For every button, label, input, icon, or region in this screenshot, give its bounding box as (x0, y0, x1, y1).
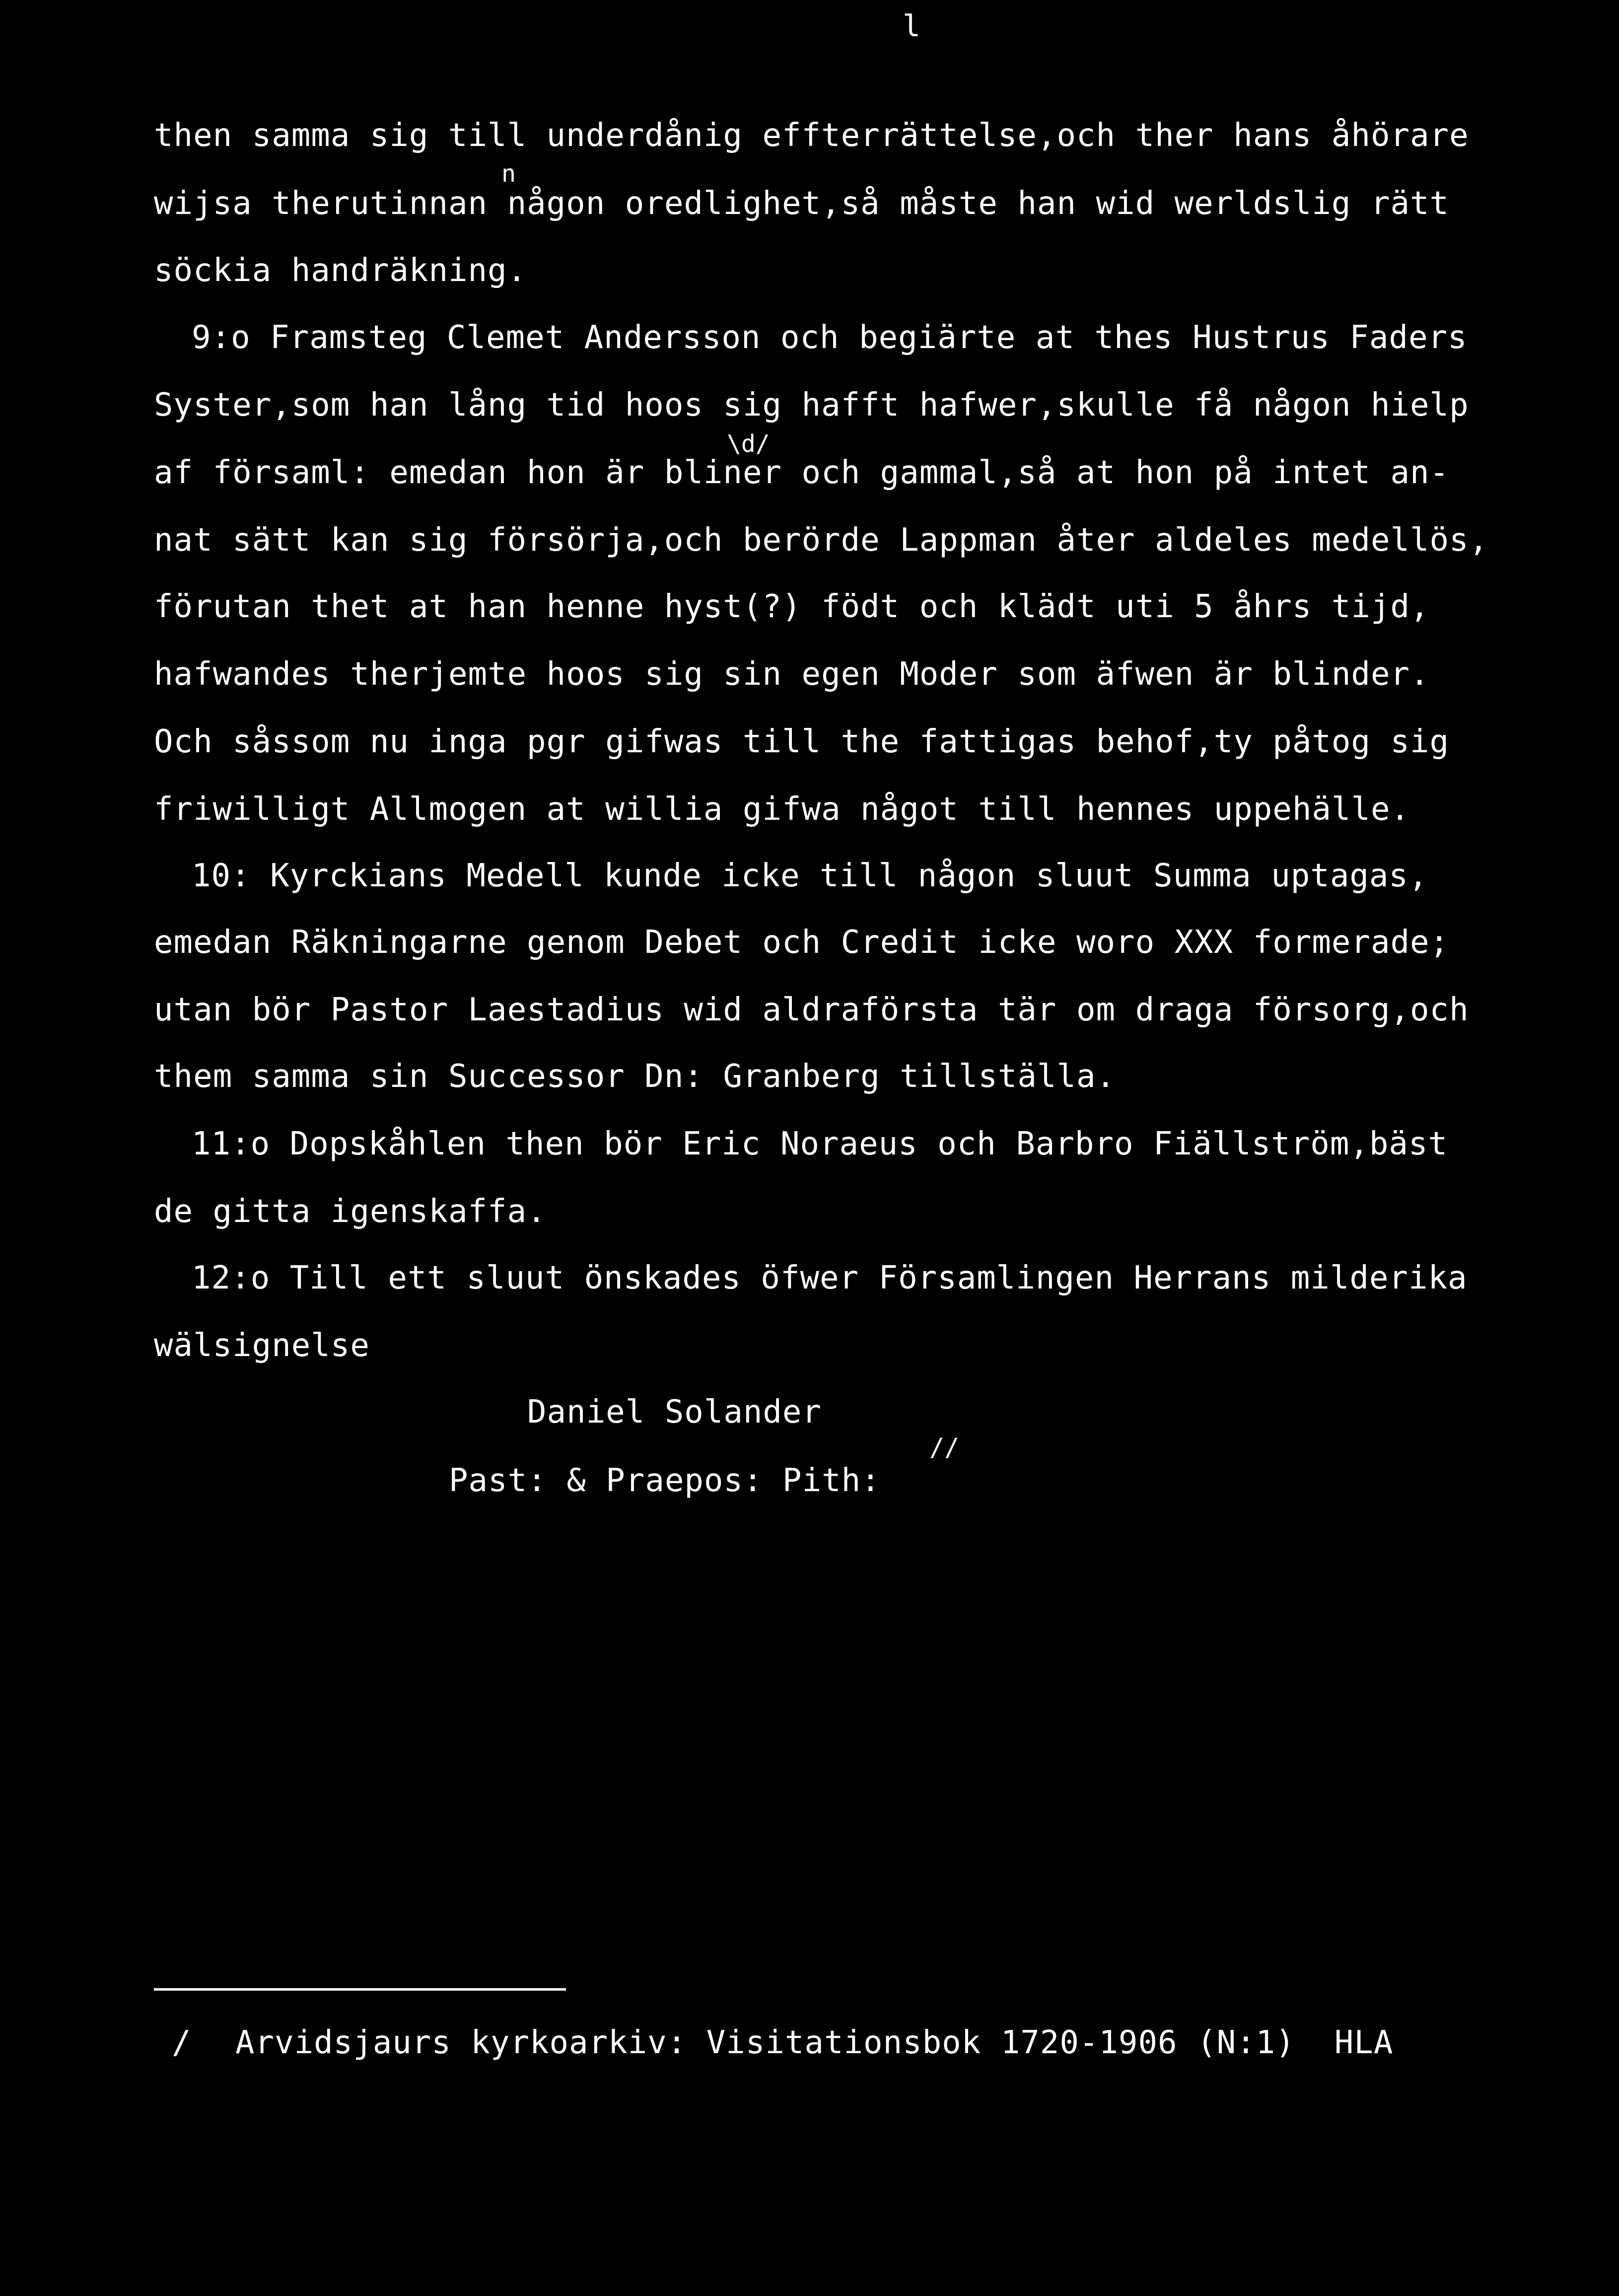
text-line-1: then samma sig till underdånig effterrättelse,och ther hans åhörare (154, 117, 1469, 154)
text-line-11: friwilligt Allmogen at willia gifwa något till hennes uppehälle. (154, 791, 1410, 828)
page-number-mark: l (903, 9, 921, 44)
footnote-divider (154, 1988, 566, 1991)
text-line-17: de gitta igenskaffa. (154, 1193, 547, 1230)
text-line-4: 9:o Framsteg Clemet Andersson och begiärte at thes Hustrus Faders (192, 319, 1468, 356)
text-line-10: Och såssom nu inga pgr gifwas till the fattigas behof,ty påtog sig (154, 723, 1450, 760)
text-line-6: af församl: emedan hon är bliner och gammal,så at hon på intet an- (154, 454, 1450, 491)
signature-title: Past: & Praepos: Pith: (449, 1462, 881, 1499)
text-line-18: 12:o Till ett sluut önskades öfwer Församlingen Herrans milderika (192, 1260, 1468, 1296)
text-line-2: wijsa therutinnan någon oredlighet,så måste han wid werldslig rätt (154, 185, 1450, 222)
text-line-15: them samma sin Successor Dn: Granberg tillställa. (154, 1058, 1116, 1095)
signature-mark: // (929, 1433, 960, 1462)
correction-above-line-6: \d/ (727, 430, 770, 458)
text-line-8: förutan thet at han henne hyst(?) födt och klädt uti 5 åhrs tijd, (154, 588, 1430, 625)
text-line-12: 10: Kyrckians Medell kunde icke till någon sluut Summa uptagas, (192, 858, 1428, 894)
text-line-14: utan bör Pastor Laestadius wid aldraförsta tär om draga försorg,och (154, 992, 1469, 1028)
text-line-19: wälsignelse (154, 1327, 370, 1364)
text-line-16: 11:o Dopskåhlen then bör Eric Noraeus och Barbro Fiällström,bäst (192, 1126, 1448, 1162)
text-line-9: hafwandes therjemte hoos sig sin egen Moder som äfwen är blinder. (154, 656, 1430, 693)
text-line-5: Syster,som han lång tid hoos sig hafft hafwer,skulle få någon hielp (154, 387, 1469, 424)
text-line-7: nat sätt kan sig försörja,och berörde Lappman åter aldeles medellös, (154, 522, 1489, 559)
footnote-mark: / (172, 2024, 191, 2061)
text-line-13: emedan Räkningarne genom Debet och Credit icke woro XXX formerade; (154, 924, 1450, 961)
signature-name: Daniel Solander (527, 1394, 822, 1431)
correction-above-line-2: n (501, 160, 516, 188)
footnote-source: Arvidsjaurs kyrkoarkiv: Visitationsbok 1720-1906 (N:1) HLA (235, 2024, 1394, 2061)
text-line-3: söckia handräkning. (154, 252, 527, 289)
